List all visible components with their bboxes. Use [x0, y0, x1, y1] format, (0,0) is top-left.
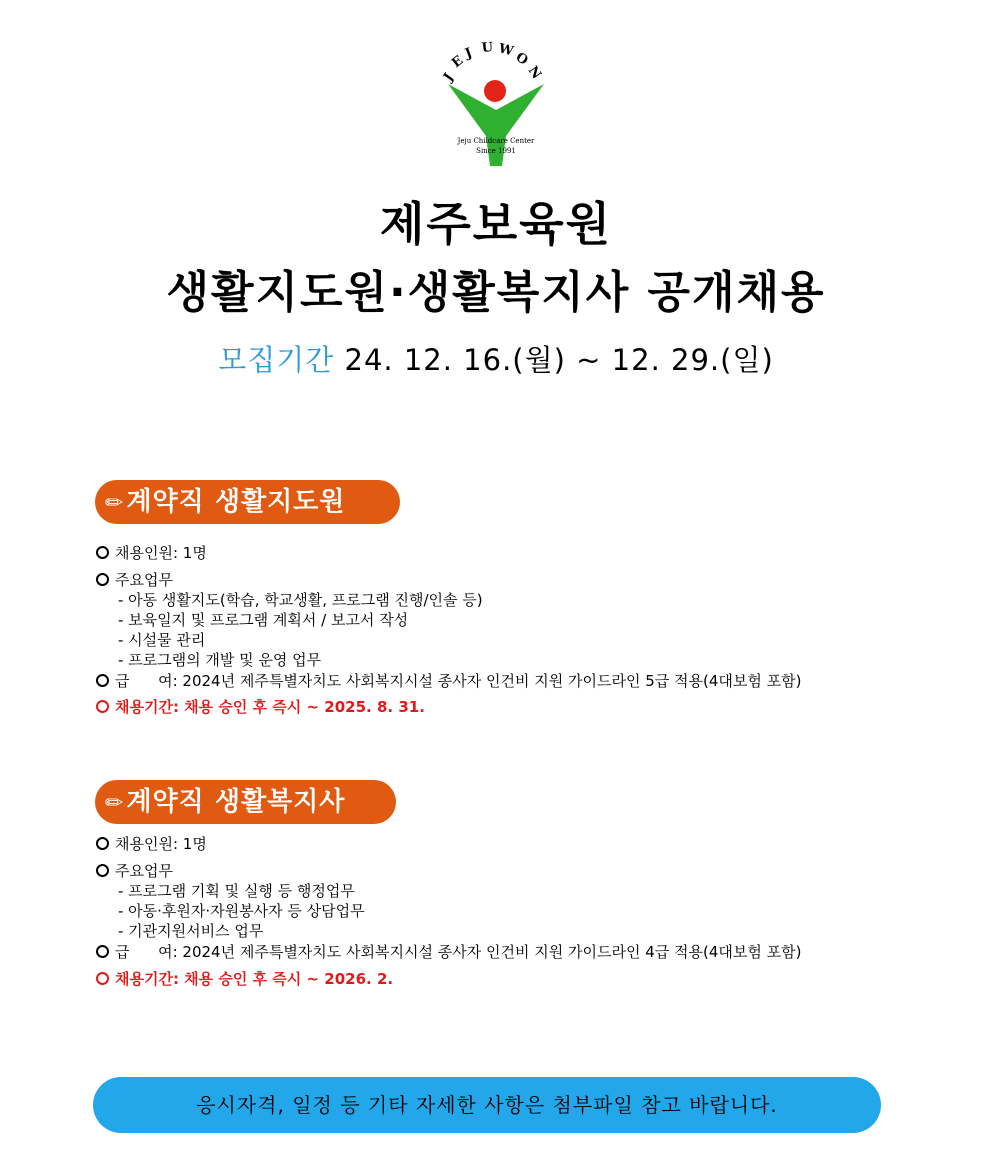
logo-arc-o: O	[512, 49, 531, 69]
pay-text: : 2024년 제주특별자치도 사회복지시설 종사자 인건비 지원 가이드라인 4급 적용(4대보험 포함)	[172, 943, 802, 961]
bullet-icon	[96, 674, 109, 687]
headcount-row	[96, 834, 207, 854]
section-header-life-welfare	[95, 780, 396, 824]
bullet-icon	[96, 573, 109, 586]
bullet-icon	[96, 945, 109, 958]
recruitment-period	[0, 338, 992, 379]
term-row	[96, 969, 393, 989]
logo-line2: Since 1991	[476, 147, 516, 155]
bullet-icon	[96, 700, 109, 713]
bullet-icon	[96, 864, 109, 877]
logo-arc-w: W	[497, 41, 515, 60]
headcount-row	[96, 543, 207, 563]
logo-red-circle	[484, 80, 506, 102]
duties-row	[96, 570, 173, 590]
logo-arc-j2: J	[463, 45, 475, 62]
duty-item: - 프로그램의 개발 및 운영 업무	[118, 651, 322, 669]
headcount-text: 채용인원: 1명	[115, 544, 207, 562]
duty-item: - 시설물 관리	[118, 631, 206, 649]
period-dates: 24. 12. 16.(월) ~ 12. 29.(일)	[344, 343, 774, 377]
jejuwon-logo	[436, 40, 556, 168]
term-text: 채용기간: 채용 승인 후 즉시 ~ 2026. 2.	[115, 970, 394, 988]
page-title-recruitment: 생활지도원·생활복지사 공개채용	[166, 267, 826, 318]
pencil-icon: ✏	[105, 791, 125, 816]
pay-text: : 2024년 제주특별자치도 사회복지시설 종사자 인건비 지원 가이드라인 5급 적용(4대보험 포함)	[172, 672, 802, 690]
pay-row	[96, 942, 801, 962]
pay-label: 급 여	[115, 672, 173, 690]
duty-item: - 보육일지 및 프로그램 계획서 / 보고서 작성	[118, 611, 409, 629]
logo-line1: Jeju Childcare Center	[457, 137, 535, 145]
pencil-icon: ✏	[105, 491, 125, 516]
duties-row	[96, 861, 173, 881]
term-text: 채용기간: 채용 승인 후 즉시 ~ 2025. 8. 31.	[115, 698, 425, 716]
section-header-life-guide	[95, 480, 400, 524]
page-title-org: 제주보육원	[379, 197, 613, 251]
duty-item: - 아동·후원자·자원봉사자 등 상담업무	[118, 902, 365, 920]
bullet-icon	[96, 837, 109, 850]
logo-arc-u: U	[481, 40, 494, 56]
section-header-label: 계약직 생활지도원	[126, 487, 346, 517]
term-row	[96, 697, 425, 717]
duty-item: - 기관지원서비스 업무	[118, 922, 264, 940]
logo-arc-e: E	[449, 53, 467, 72]
logo-arc-j1: J	[440, 70, 457, 85]
footer-note: 응시자격, 일정 등 기타 자세한 사항은 첨부파일 참고 바랍니다.	[196, 1093, 778, 1117]
duties-label: 주요업무	[115, 862, 173, 880]
duty-item: - 아동 생활지도(학습, 학교생활, 프로그램 진행/인솔 등)	[118, 591, 483, 609]
pay-row	[96, 671, 801, 691]
duties-label: 주요업무	[115, 571, 173, 589]
logo-arc-n: N	[524, 63, 544, 83]
period-label: 모집기간	[218, 343, 335, 377]
bullet-icon	[96, 546, 109, 559]
duty-item: - 프로그램 기획 및 실행 등 행정업무	[118, 882, 355, 900]
footer-note-bar	[93, 1077, 881, 1133]
bullet-icon	[96, 972, 109, 985]
pay-label: 급 여	[115, 943, 173, 961]
section-header-label: 계약직 생활복지사	[126, 787, 346, 817]
headcount-text: 채용인원: 1명	[115, 835, 207, 853]
